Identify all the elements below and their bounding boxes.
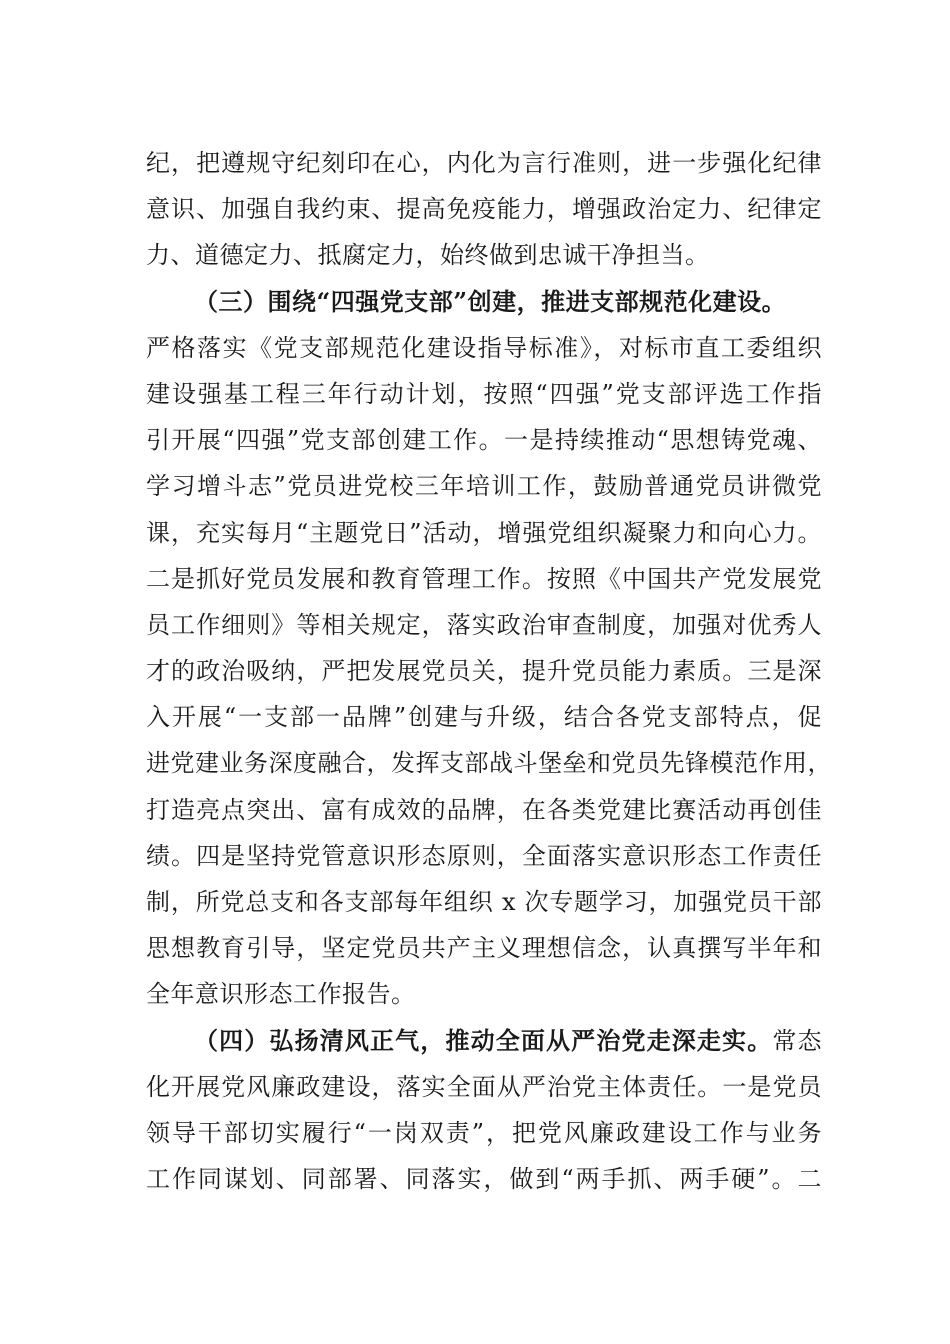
text-line: 工作同谋划、同部署、同落实，做到“两手抓、两手硬”。二: [146, 1165, 822, 1194]
text-line: 力、道德定力、抵腐定力，始终做到忠诚干净担当。: [146, 241, 710, 270]
text-line: 才的政治吸纳，严把发展党员关，提升党员能力素质。三是深: [146, 657, 822, 686]
section-4-heading-tail: 常态: [772, 1026, 823, 1055]
text-line: 绩。四是坚持党管意识形态原则，全面落实意识形态工作责任: [146, 841, 822, 870]
text-line: 进党建业务深度融合，发挥支部战斗堡垒和党员先锋模范作用，: [146, 749, 832, 778]
text-line: 员工作细则》等相关规定，落实政治审查制度，加强对优秀人: [146, 610, 822, 639]
text-line: 化开展党风廉政建设，落实全面从严治党主体责任。一是党员: [146, 1072, 822, 1101]
text-line: 引开展“四强”党支部创建工作。一是持续推动“思想铸党魂、: [146, 426, 822, 455]
section-3-heading: （三）围绕“四强党支部”创建，推进支部规范化建设。: [194, 286, 787, 316]
document-body: [146, 140, 832, 1202]
text-line: 意识、加强自我约束、提高免疫能力，增强政治定力、纪律定: [146, 195, 822, 224]
text-line: 全年意识形态工作报告。: [146, 980, 416, 1009]
section-3-heading-line: [146, 279, 822, 325]
text-line: 建设强基工程三年行动计划，按照“四强”党支部评选工作指: [146, 379, 822, 408]
text-line: 二是抓好党员发展和教育管理工作。按照《中国共产党发展党: [146, 564, 822, 593]
text-line: 领导干部切实履行“一岗双责”，把党风廉政建设工作与业务: [146, 1118, 822, 1147]
text-line: 制，所党总支和各支部每年组织 x 次专题学习，加强党员干部: [146, 888, 822, 916]
text-line: 思想教育引导，坚定党员共产主义理想信念，认真撰写半年和: [146, 934, 822, 963]
text-line: 严格落实《党支部规范化建设指导标准》，对标市直工委组织: [146, 333, 822, 362]
text-line: 学习增斗志”党员进党校三年培训工作，鼓励普通党员讲微党: [146, 472, 822, 501]
text-line: 课，充实每月“主题党日”活动，增强党组织凝聚力和向心力。: [146, 518, 822, 547]
text-line: 入开展“一支部一品牌”创建与升级，结合各党支部特点，促: [146, 703, 822, 732]
section-4-heading-line: [146, 1018, 822, 1064]
text-line: 打造亮点突出、富有成效的品牌，在各类党建比赛活动再创佳: [146, 795, 822, 824]
text-line: 纪，把遵规守纪刻印在心，内化为言行准则，进一步强化纪律: [146, 149, 822, 177]
section-4-heading: （四）弘扬清风正气，推动全面从严治党走深走实。: [194, 1025, 773, 1055]
